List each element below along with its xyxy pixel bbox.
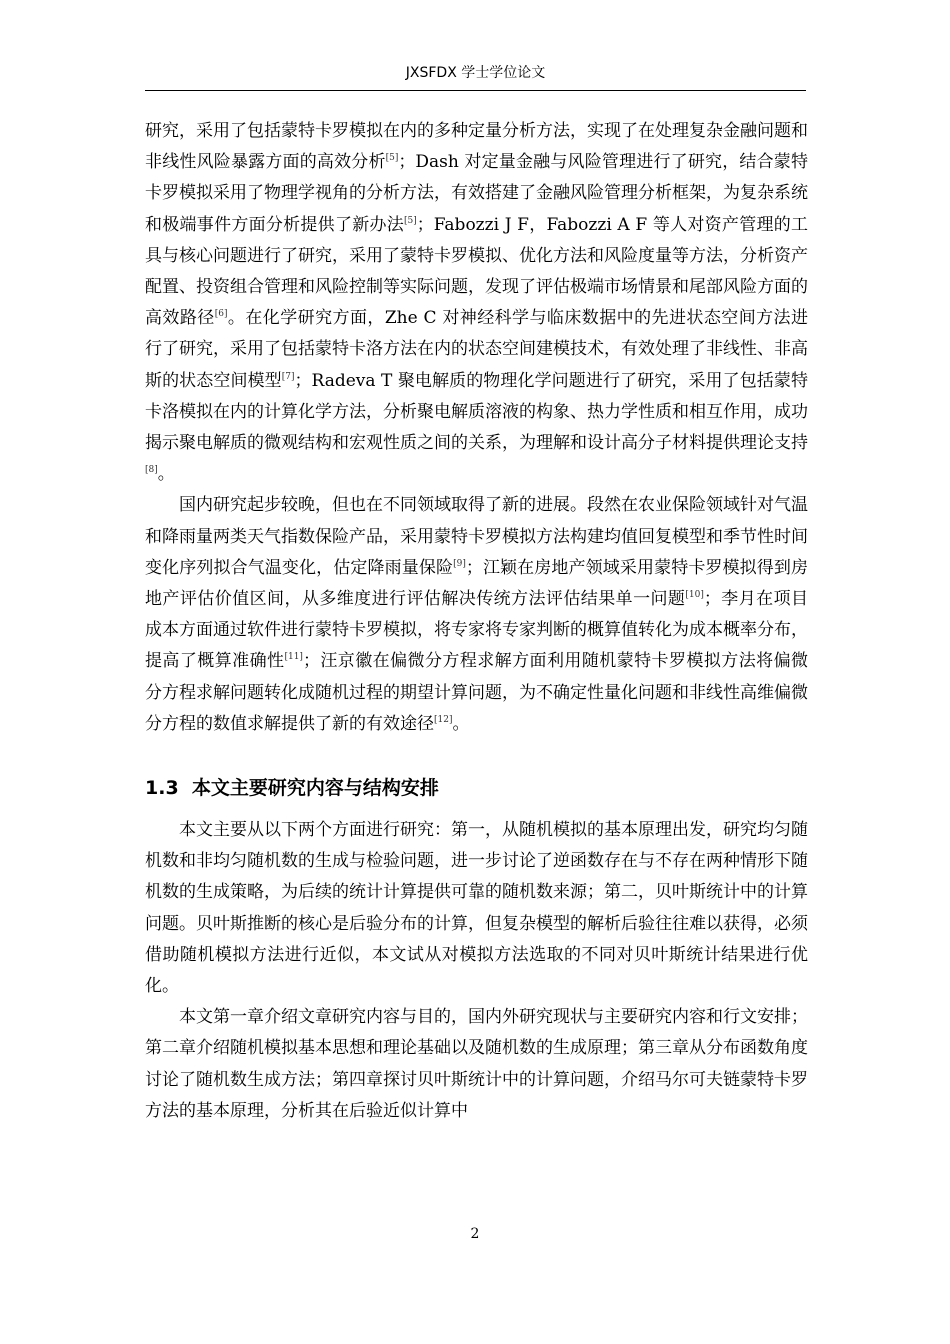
text-run: 国内研究起步较晚，但也在不同领域取得了新的进展。段然在农业保险领域针对气温和降雨量两类天气指数保险产品，采用蒙特卡罗模拟方法构建均值回复模型和季节性时间变化序列拟合气温变化，估定降雨量保险 [145,495,808,578]
text-run: ；Fabozzi J F，Fabozzi A F 等人对资产管理的工具与核心问题进行了研究，采用了蒙特卡罗模拟、优化方法和风险度量等方法，分析资产配置、投资组合管理和风险控制等实际问题，发现了评估极端市场情景和尾部风险方面的高效路径 [145,214,808,329]
citation[interactable]: [11] [284,652,303,663]
paragraph-2 [145,490,808,740]
text-run: 。 [452,713,470,734]
section-heading [145,773,808,803]
body-text [145,116,808,1127]
paragraph-4: 本文第一章介绍文章研究内容与目的，国内外研究现状与主要研究内容和行文安排；第二章介绍随机模拟基本思想和理论基础以及随机数的生成原理；第三章从分布函数角度讨论了随机数生成方法；第四章探讨贝叶斯统计中的计算问题，介绍马尔可夫链蒙特卡罗方法的基本原理，分析其在后验近似计算中 [145,1007,808,1121]
citation[interactable]: [10] [685,590,704,601]
text-run: ；Radeva T 聚电解质的物理化学问题进行了研究，采用了包括蒙特卡洛模拟在内的计算化学方法，分析聚电解质溶液的构象、热力学性质和相互作用，成功揭示聚电解质的微观结构和宏观性质之间的关系，为理解和设计高分子材料提供理论支持 [145,370,808,454]
text-run: ；李月在项目成本方面通过软件进行蒙特卡罗模拟，将专家将专家判断的概算值转化为成本概率分布，提高了概算准确性 [145,589,808,672]
text-run: 。 [157,464,175,485]
citation[interactable]: [5] [385,153,399,164]
section-number: 1.3 [145,777,179,800]
section-title: 本文主要研究内容与结构安排 [191,777,439,800]
running-header: JXSFDX 学士学位论文 [145,62,806,91]
citation[interactable]: [7] [281,371,295,382]
text-run: ；Dash 对定量金融与风险管理进行了研究，结合蒙特卡罗模拟采用了物理学视角的分析方法，有效搭建了金融风险管理分析框架，为复杂系统和极端事件方面分析提供了新办法 [145,152,808,235]
citation[interactable]: [6] [214,309,228,320]
paragraph-3: 本文主要从以下两个方面进行研究：第一，从随机模拟的基本原理出发，研究均匀随机数和非均匀随机数的生成与检验问题，进一步讨论了逆函数存在与不存在两种情形下随机数的生成策略，为后续的统计计算提供可靠的随机数来源；第二，贝叶斯统计中的计算问题。贝叶斯推断的核心是后验分布的计算，但复杂模型的解析后验往往难以获得，必须借助随机模拟方法进行近似，本文试从对模拟方法选取的不同对贝叶斯统计结果进行优化。 [145,820,808,997]
text-run: 研究，采用了包括蒙特卡罗模拟在内的多种定量分析方法，实现了在处理复杂金融问题和非线性风险暴露方面的高效分析 [145,121,808,173]
text-run: ；汪京徽在偏微分方程求解方面利用随机蒙特卡罗模拟方法将偏微分方程求解问题转化成随机过程的期望计算问题，为不确定性量化问题和非线性高维偏微分方程的数值求解提供了新的有效途径 [145,651,809,734]
text-run: ；江颖在房地产领域采用蒙特卡罗模拟得到房地产评估价值区间，从多维度进行评估解决传统方法评估结果单一问题 [145,557,809,610]
citation[interactable]: [12] [434,714,453,725]
text-run: 。在化学研究方面，Zhe C 对神经科学与临床数据中的先进状态空间方法进行了研究，采用了包括蒙特卡洛方法在内的状态空间建模技术，有效处理了非线性、非高斯的状态空间模型 [145,308,808,391]
page-number: 2 [470,1226,480,1242]
citation[interactable]: [8] [145,465,158,476]
citation[interactable]: [5] [404,215,417,226]
paragraph-1 [145,116,808,490]
citation[interactable]: [9] [453,558,466,569]
